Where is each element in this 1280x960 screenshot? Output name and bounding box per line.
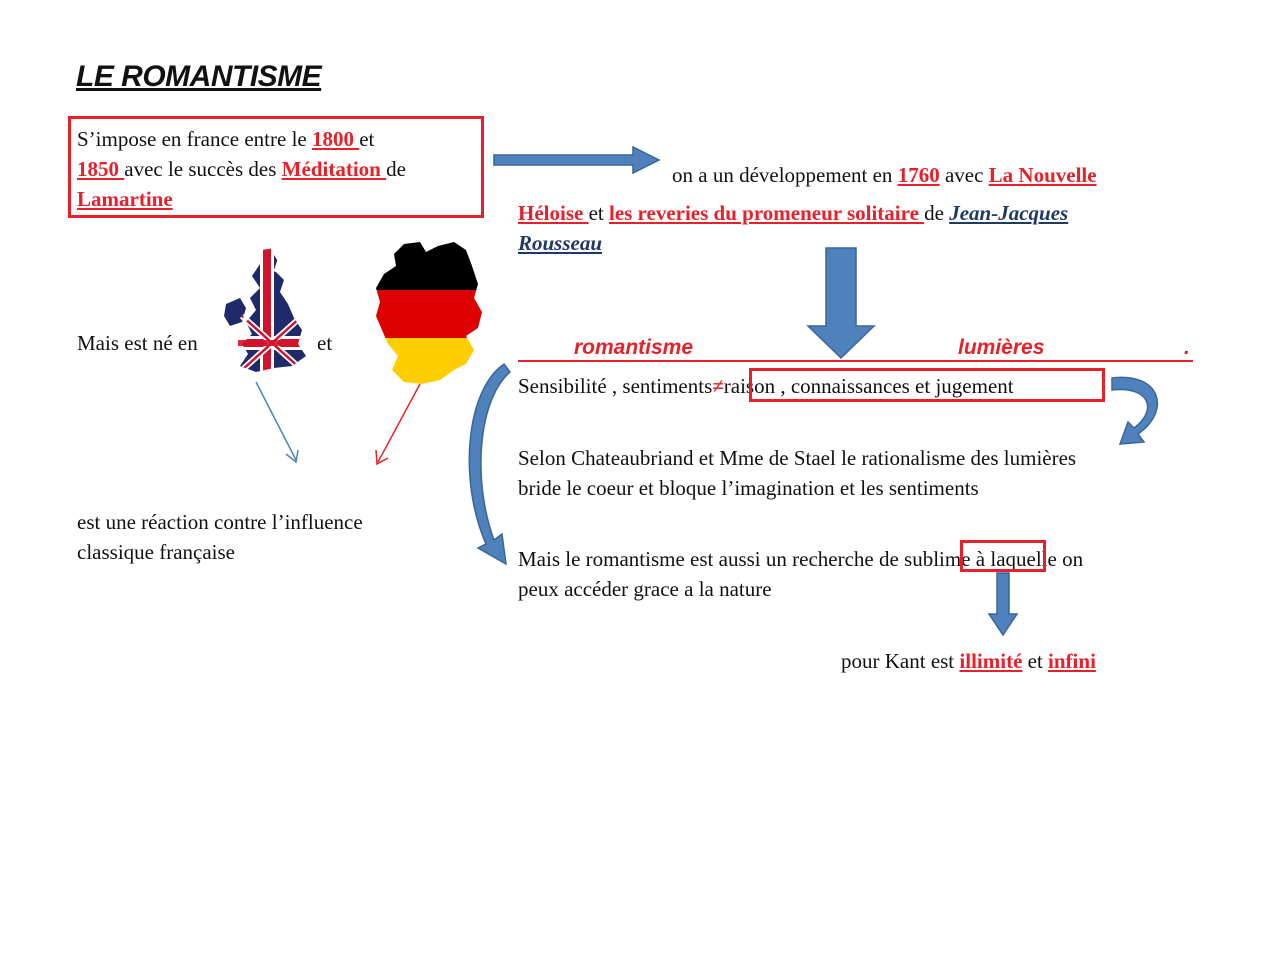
curved-arrow-right-icon <box>1110 372 1170 452</box>
development-mid: avec <box>939 163 989 187</box>
sublime-word: sublime <box>904 547 971 571</box>
origin-reaction-line1: est une réaction contre l’influence <box>77 510 363 534</box>
origin-and: et <box>317 331 333 355</box>
lumieres-values-box <box>749 368 1105 402</box>
intro-work: Méditation <box>281 157 387 181</box>
uk-flag-map-icon <box>222 246 308 376</box>
kant-text <box>841 646 1096 676</box>
intro-text <box>77 124 406 214</box>
sublime-line1-suffix: à laquelle on <box>970 547 1084 571</box>
not-equal-sign: ≠ <box>712 374 724 398</box>
germany-pointer-arrow-icon <box>370 380 430 470</box>
origin-reaction-line2: classique française <box>77 540 236 564</box>
kant-word2: infini <box>1048 649 1096 673</box>
comparison-end-mark: . <box>1184 336 1190 359</box>
development-line3 <box>518 228 602 258</box>
development-of: de <box>924 201 950 225</box>
development-work1-part2: Héloise <box>518 201 589 225</box>
comparison-left-heading: romantisme <box>574 336 694 359</box>
intro-mid3: de <box>386 157 406 181</box>
right-arrow-icon <box>493 146 663 176</box>
development-work2: les reveries du promeneur solitaire <box>608 201 925 225</box>
comparison-left-values: Sensibilité , sentiments <box>518 374 713 398</box>
development-line1 <box>672 160 1097 190</box>
uk-pointer-arrow-icon <box>250 378 310 468</box>
intro-year-1800: 1800 <box>311 127 360 151</box>
small-down-arrow-icon <box>988 572 1018 638</box>
development-author-part1: Jean-Jacques <box>949 201 1069 225</box>
intro-year-1850: 1850 <box>77 157 125 181</box>
sublime-line2: peux accéder grace a la nature <box>518 577 772 601</box>
intro-prefix: S’impose en france entre le <box>77 127 312 151</box>
development-and: et <box>588 201 609 225</box>
page-title: LE ROMANTISME <box>76 60 322 93</box>
sublime-box <box>960 540 1046 572</box>
development-line2 <box>518 198 1068 228</box>
origin-born-in: Mais est né en <box>77 331 198 355</box>
kant-word1: illimité <box>959 649 1023 673</box>
comparison-right-heading: lumières <box>958 336 1045 359</box>
chateaubriand-text <box>518 443 1076 503</box>
comparison-right-values: raison , connaissances et jugement <box>723 374 1014 398</box>
sublime-line1-prefix: Mais le romantisme est aussi un recherche de <box>518 547 905 571</box>
development-prefix: on a un développement en <box>672 163 898 187</box>
kant-mid: et <box>1022 649 1049 673</box>
development-work1-part1: La Nouvelle <box>988 163 1097 187</box>
kant-prefix: pour Kant est <box>841 649 960 673</box>
curved-arrow-left-icon <box>458 360 514 570</box>
intro-author: Lamartine <box>77 187 173 211</box>
chateaubriand-line1: Selon Chateaubriand et Mme de Stael le rationalisme des lumières <box>518 446 1077 470</box>
chateaubriand-line2: bride le coeur et bloque l’imagination et les sentiments <box>518 476 979 500</box>
intro-mid2: avec le succès des <box>124 157 282 181</box>
development-year: 1760 <box>897 163 940 187</box>
intro-mid1: et <box>359 127 375 151</box>
origin-reaction <box>77 507 363 567</box>
development-author-part2: Rousseau <box>518 231 603 255</box>
comparison-header <box>518 336 1193 362</box>
